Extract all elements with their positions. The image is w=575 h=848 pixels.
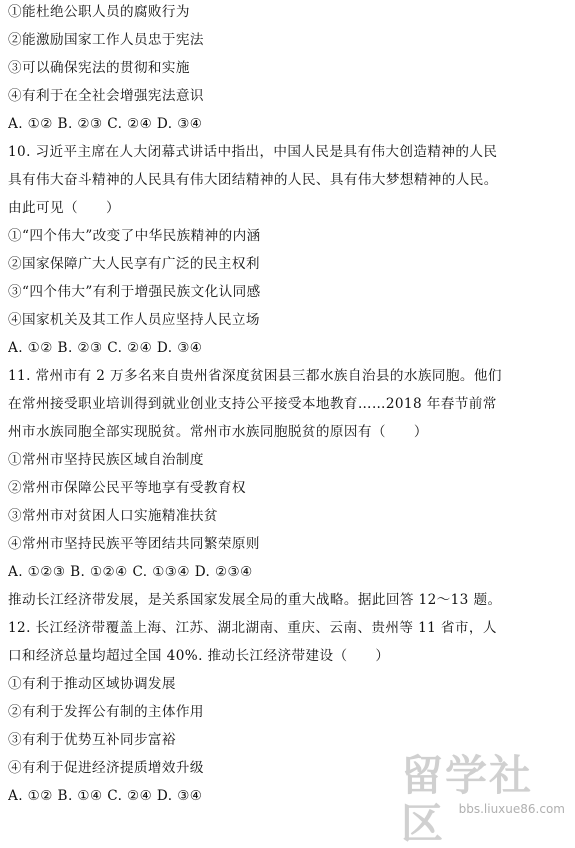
text-line: 州市水族同胞全部实现脱贫。常州市水族同胞脱贫的原因有（ ） (8, 424, 428, 440)
text-line: A. ①②③ B. ①②④ C. ①③④ D. ②③④ (8, 564, 253, 580)
text-line: ①有利于推动区域协调发展 (8, 676, 176, 692)
text-line: 10. 习近平主席在人大闭幕式讲话中指出，中国人民是具有伟大创造精神的人民 (8, 144, 498, 160)
watermark-url: bbs.liuxue86.com (458, 802, 565, 816)
text-line: 11. 常州市有 2 万多名来自贵州省深度贫困县三都水族自治县的水族同胞。他们 (8, 368, 502, 384)
text-line: ①“四个伟大”改变了中华民族精神的内涵 (8, 228, 261, 244)
text-line: A. ①② B. ②③ C. ②④ D. ③④ (8, 340, 203, 356)
text-line: 12. 长江经济带覆盖上海、江苏、湖北湖南、重庆、云南、贵州等 11 省市，人 (8, 620, 497, 636)
text-line: A. ①② B. ②③ C. ②④ D. ③④ (8, 116, 203, 132)
text-line: 具有伟大奋斗精神的人民具有伟大团结精神的人民、具有伟大梦想精神的人民。 (8, 172, 498, 188)
text-line: ③有利于优势互补同步富裕 (8, 732, 176, 748)
text-line: ③“四个伟大”有利于增强民族文化认同感 (8, 284, 261, 300)
text-line: 推动长江经济带发展，是关系国家发展全局的重大战略。据此回答 12～13 题。 (8, 592, 502, 608)
text-line: ③常州市对贫困人口实施精准扶贫 (8, 508, 218, 524)
text-line: 由此可见（ ） (8, 200, 120, 216)
text-line: ②常州市保障公民平等地享有受教育权 (8, 480, 246, 496)
text-line: A. ①② B. ①④ C. ②④ D. ③④ (8, 788, 203, 804)
text-line: ②有利于发挥公有制的主体作用 (8, 704, 204, 720)
text-line: ④常州市坚持民族平等团结共同繁荣原则 (8, 536, 260, 552)
watermark-logo-text: 留学社区 (401, 751, 534, 848)
text-line: ①能杜绝公职人员的腐败行为 (8, 4, 190, 20)
text-line: ②能激励国家工作人员忠于宪法 (8, 32, 204, 48)
text-line: ④有利于在全社会增强宪法意识 (8, 88, 204, 104)
text-line: ②国家保障广大人民享有广泛的民主权利 (8, 256, 260, 272)
text-line: 口和经济总量均超过全国 40%. 推动长江经济带建设（ ） (8, 648, 390, 664)
text-line: ③可以确保宪法的贯彻和实施 (8, 60, 190, 76)
text-line: ①常州市坚持民族区域自治制度 (8, 452, 204, 468)
text-line: ④有利于促进经济提质增效升级 (8, 760, 204, 776)
text-line: ④国家机关及其工作人员应坚持人民立场 (8, 312, 260, 328)
text-line: 在常州接受职业培训得到就业创业支持公平接受本地教育……2018 年春节前常 (8, 396, 497, 412)
